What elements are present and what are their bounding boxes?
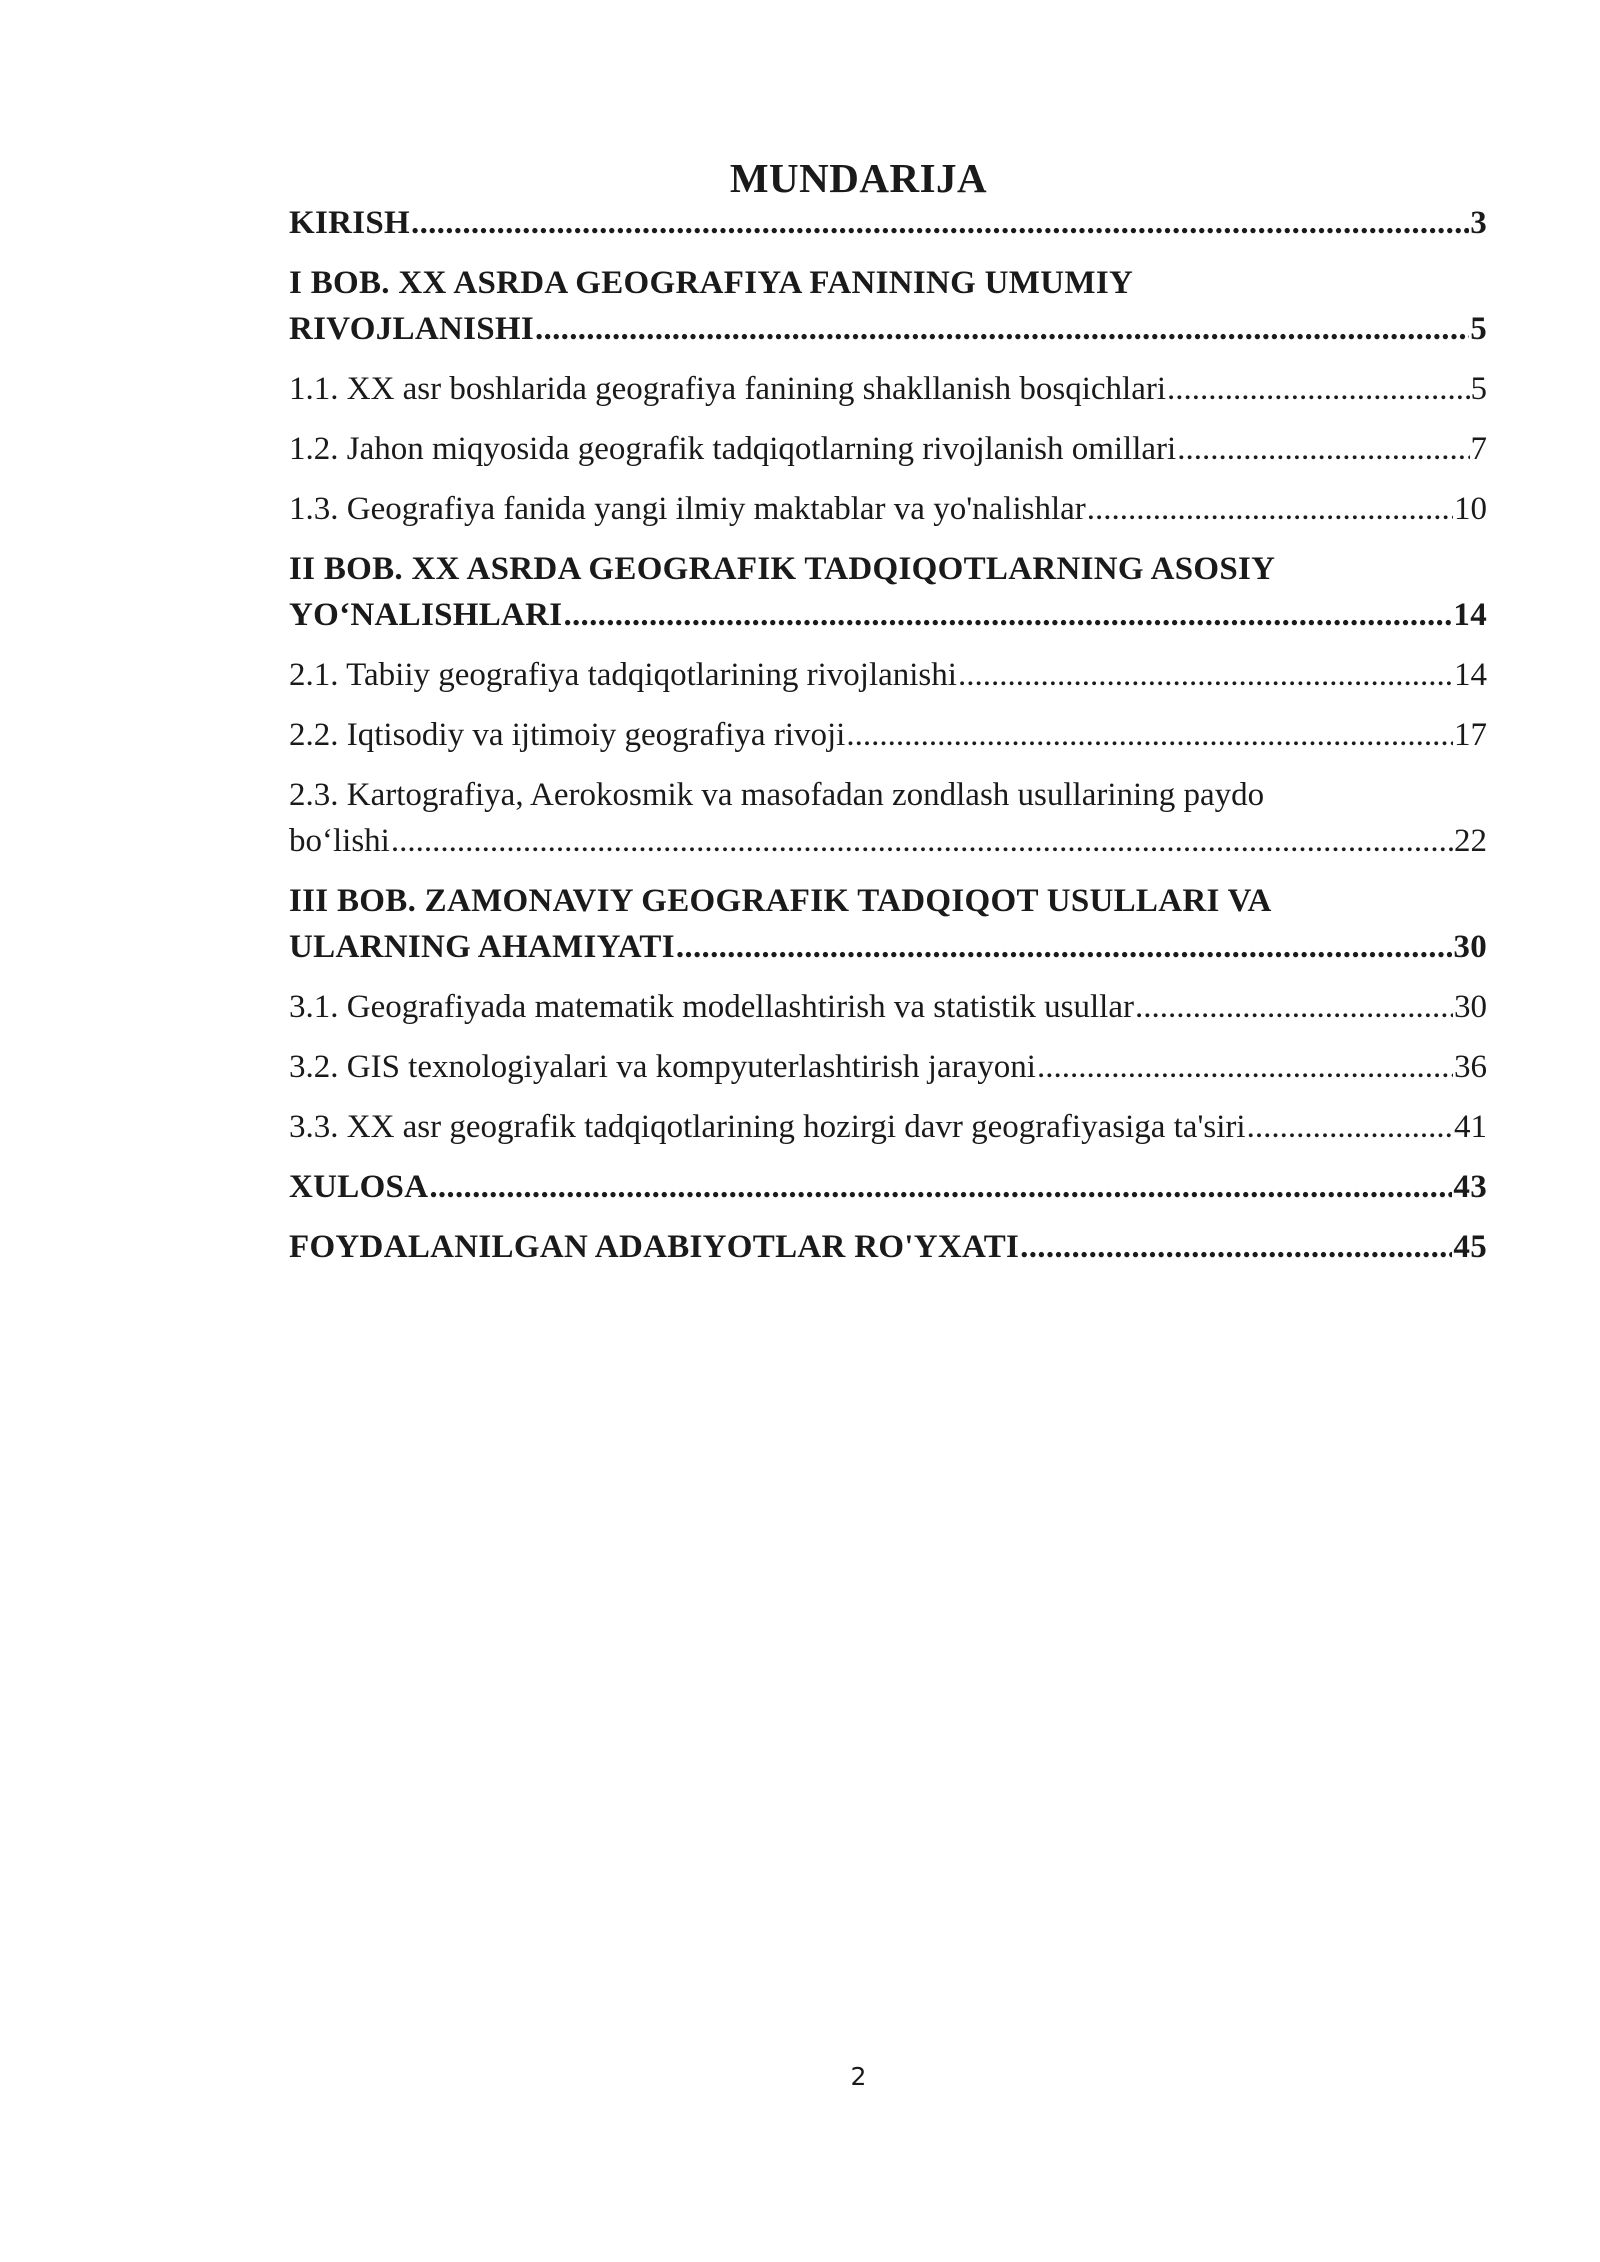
toc-entry-text: 3.1. Geografiyada matematik modellashtirish va statistik usullar [289, 989, 1134, 1025]
toc-entry[interactable] [289, 772, 1487, 864]
dot-leader [958, 652, 1453, 698]
toc-entry-text: I BOB. XX ASRDA GEOGRAFIYA FANINING UMUMIY [289, 265, 1134, 301]
toc-entry[interactable] [289, 260, 1487, 352]
toc-entry-page: 5 [1470, 371, 1487, 407]
toc-entry-text: YO‘NALISHLARI [289, 597, 563, 633]
dot-leader [391, 818, 1453, 864]
toc-entry-text: 2.2. Iqtisodiy va ijtimoiy geografiya rivoji [289, 717, 846, 753]
toc-entry[interactable] [289, 1104, 1487, 1150]
dot-leader [1020, 1224, 1452, 1270]
toc-entry-text: bo‘lishi [289, 823, 390, 859]
dot-leader [411, 200, 1469, 246]
toc-entry-text: KIRISH [289, 205, 411, 241]
toc-entry[interactable] [289, 200, 1487, 246]
toc-entry-page: 5 [1470, 311, 1487, 347]
dot-leader [429, 1164, 1452, 1210]
toc-entry-text: ULARNING AHAMIYATI [289, 929, 675, 965]
toc-entry-page: 14 [1454, 657, 1487, 693]
dot-leader [1167, 366, 1469, 412]
toc-entry-text: 3.2. GIS texnologiyalari va kompyuterlashtirish jarayoni [289, 1049, 1036, 1085]
toc-entry-page: 7 [1470, 431, 1487, 467]
toc-entry[interactable] [289, 426, 1487, 472]
page-number: 2 [850, 2062, 867, 2091]
toc-entry-text: 2.3. Kartografiya, Aerokosmik va masofadan zondlash usullarining paydo [289, 777, 1265, 813]
toc-entry[interactable] [289, 712, 1487, 758]
toc-entry[interactable] [289, 486, 1487, 532]
toc-entry-page: 10 [1454, 491, 1487, 527]
dot-leader [563, 592, 1452, 638]
toc-entry[interactable] [289, 1044, 1487, 1090]
dot-leader [1087, 486, 1453, 532]
toc-entry-page: 36 [1454, 1049, 1487, 1085]
toc-entry[interactable] [289, 366, 1487, 412]
toc-entry-text: 1.2. Jahon miqyosida geografik tadqiqotlarning rivojlanish omillari [289, 431, 1177, 467]
toc-entry-text: XULOSA [289, 1169, 429, 1205]
toc-entry-text: RIVOJLANISHI [289, 311, 534, 347]
toc-entry[interactable] [289, 1224, 1487, 1270]
table-of-contents [289, 200, 1487, 1284]
toc-entry-page: 22 [1454, 823, 1487, 859]
toc-entry[interactable] [289, 546, 1487, 638]
dot-leader [1177, 426, 1469, 472]
toc-entry-text: 1.1. XX asr boshlarida geografiya fanining shakllanish bosqichlari [289, 371, 1167, 407]
page-title: MUNDARIJA [729, 155, 988, 201]
toc-entry-page: 41 [1454, 1109, 1487, 1145]
toc-entry-page: 30 [1453, 929, 1487, 965]
toc-entry-text: 1.3. Geografiya fanida yangi ilmiy maktablar va yo'nalishlar [289, 491, 1086, 527]
toc-entry[interactable] [289, 652, 1487, 698]
toc-entry-page: 45 [1453, 1229, 1487, 1265]
toc-entry[interactable] [289, 878, 1487, 970]
toc-entry-page: 3 [1470, 205, 1487, 241]
toc-entry-text: III BOB. ZAMONAVIY GEOGRAFIK TADQIQOT USULLARI VA [289, 883, 1272, 919]
dot-leader [1037, 1044, 1453, 1090]
toc-entry[interactable] [289, 984, 1487, 1030]
toc-entry-text: II BOB. XX ASRDA GEOGRAFIK TADQIQOTLARNING ASOSIY [289, 551, 1276, 587]
dot-leader [535, 306, 1469, 352]
toc-entry-text: 2.1. Tabiiy geografiya tadqiqotlarining rivojlanishi [289, 657, 957, 693]
toc-entry-page: 30 [1454, 989, 1487, 1025]
dot-leader [676, 924, 1453, 970]
dot-leader [1247, 1104, 1453, 1150]
toc-entry[interactable] [289, 1164, 1487, 1210]
toc-entry-page: 14 [1453, 597, 1487, 633]
toc-entry-page: 17 [1454, 717, 1487, 753]
toc-entry-page: 43 [1453, 1169, 1487, 1205]
toc-entry-text: 3.3. XX asr geografik tadqiqotlarining hozirgi davr geografiyasiga ta'siri [289, 1109, 1246, 1145]
dot-leader [846, 712, 1453, 758]
dot-leader [1135, 984, 1453, 1030]
toc-entry-text: FOYDALANILGAN ADABIYOTLAR RO'YXATI [289, 1229, 1020, 1265]
